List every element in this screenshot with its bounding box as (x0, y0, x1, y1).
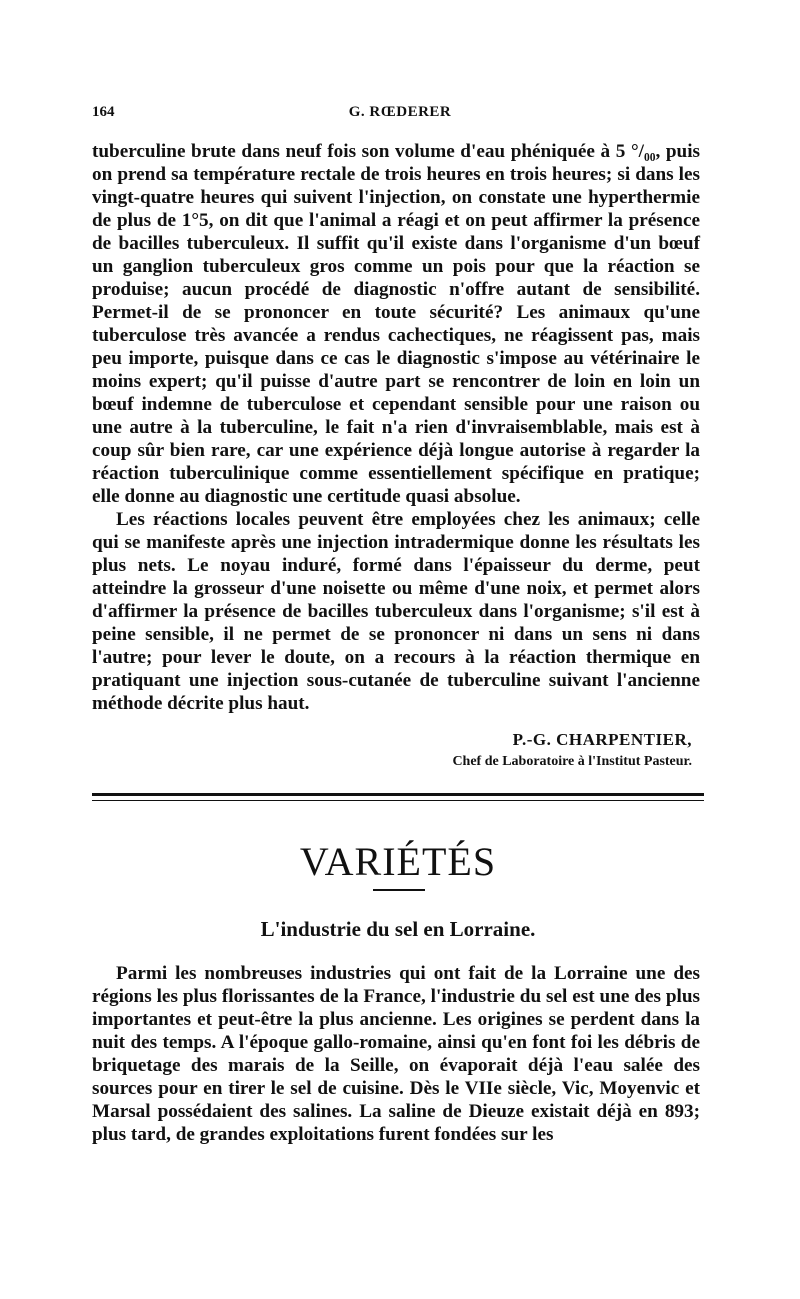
running-head (92, 104, 708, 128)
running-head-author: G. RŒDERER (348, 104, 452, 120)
article-paragraph-1: Parmi les nombreuses industries qui ont fait de la Lorraine une des régions les plus florissantes de la France, l'industrie du sel est une des plus importantes et peut-être la plus ancienne. Les origines se perdent dans la nuit des temps. A l'époque gallo-romaine, ainsi qu'en font foi les débris de briquetage des marais de la Seille, on évaporait déjà l'eau salée des sources pour en tirer le sel de cuisine. Dès le VIIe siècle, Vic, Moyenvic et Marsal possédaient des salines. La saline de Dieuze existait déjà en 893; plus tard, de grandes exploitations furent fondées sur les (92, 963, 700, 1145)
section-title-rule (373, 889, 425, 891)
article-text (92, 962, 700, 1146)
page-number: 164 (92, 104, 115, 120)
article-title: L'industrie du sel en Lorraine. (260, 917, 536, 941)
separator-rule-thin (92, 800, 704, 801)
continuation-paragraph-1: tuberculine brute dans neuf fois son volume d'eau phéniquée à 5 °/₀₀, puis on prend sa température rectale de trois heures en trois heures; si dans les vingt-quatre heures qui suivent l'injection, on constate une hyperthermie de plus de 1°5, on dit que l'animal a réagi et on peut affirmer la présence de bacilles tuberculeux. Il suffit qu'il existe dans l'organisme d'un bœuf un ganglion tuberculeux gros comme un pois pour que la réaction se produise; aucun procédé de diagnostic n'offre autant de sensibilité. Permet-il de se prononcer en toute sécurité? Les animaux qu'une tuberculose très avancée a rendus cachectiques, ne réagissent pas, mais peu importe, puisque dans ce cas le diagnostic s'impose au vétérinaire le moins expert; qu'il puisse d'autre part se rencontrer de loin en loin un bœuf indemne de tuberculose et cependant sensible pour une raison ou une autre à la tuberculine, le fait n'a rien d'invraisemblable, mais est à coup sûr bien rare, car une expérience déjà longue autorise à regarder la réaction tuberculinique comme essentiellement spécifique en pratique; elle donne au diagnostic une certitude quasi absolue. (92, 141, 700, 507)
section-title: VARIÉTÉS (299, 839, 497, 884)
signature-name: P.-G. CHARPENTIER, (512, 730, 692, 749)
separator-rule-thick (92, 793, 704, 796)
continuation-text (92, 140, 700, 715)
continuation-paragraph-2: Les réactions locales peuvent être employées chez les animaux; celle qui se manifeste après une injection intradermique donne les résultats les plus nets. Le noyau induré, formé dans l'épaisseur du derme, peut atteindre la grosseur d'une noisette ou même d'une noix, et permet alors d'affirmer la présence de bacilles tuberculeux dans l'organisme; s'il est à peine sensible, il ne permet de se prononcer ni dans un sens ni dans l'autre; pour lever le doute, on a recours à la réaction thermique en pratiquant une injection sous-cutanée de tuberculine suivant l'ancienne méthode décrite plus haut. (92, 509, 700, 714)
signature-block (92, 730, 692, 750)
signature-affiliation-block (92, 754, 692, 770)
signature-affiliation: Chef de Laboratoire à l'Institut Pasteur. (452, 754, 692, 769)
